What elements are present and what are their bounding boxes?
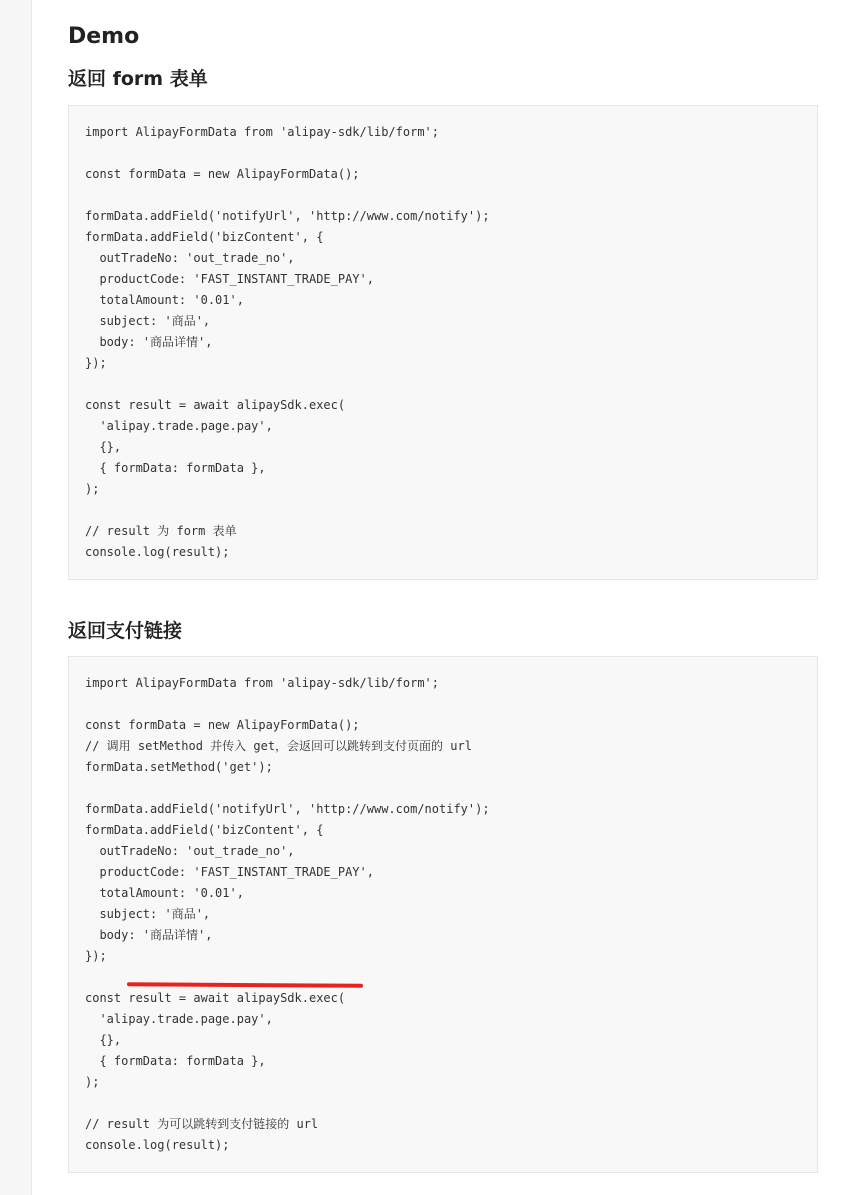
code-block-form	[68, 105, 818, 580]
code-line: const formData = new AlipayFormData();	[85, 167, 360, 181]
code-line: formData.addField('notifyUrl', 'http://www.com/notify');	[85, 802, 490, 816]
code-line: outTradeNo: 'out_trade_no',	[85, 844, 295, 858]
code-line	[85, 143, 801, 164]
code-line: );	[85, 482, 100, 496]
code-line: formData.setMethod('get');	[85, 760, 273, 774]
code-line: });	[85, 949, 107, 963]
code-line: import AlipayFormData from 'alipay-sdk/lib/form';	[85, 676, 440, 690]
code-line: console.log(result);	[85, 545, 230, 559]
code-line: productCode: 'FAST_INSTANT_TRADE_PAY',	[85, 272, 374, 286]
code-line: const result = await alipaySdk.exec(	[85, 991, 346, 1005]
code-line: {},	[85, 440, 122, 454]
code-line: outTradeNo: 'out_trade_no',	[85, 251, 295, 265]
code-line: {},	[85, 1033, 122, 1047]
code-line: formData.addField('bizContent', {	[85, 230, 324, 244]
code-line: subject: '商品',	[85, 314, 211, 328]
code-line: totalAmount: '0.01',	[85, 886, 244, 900]
page-title: Demo	[68, 24, 140, 49]
left-sidebar-rail	[0, 0, 32, 1195]
section-heading-payment-link: 返回支付链接	[68, 620, 183, 642]
code-line: // result 为 form 表单	[85, 524, 237, 538]
code-line	[85, 967, 801, 988]
code-line: // 调用 setMethod 并传入 get，会返回可以跳转到支付页面的 url	[85, 739, 472, 753]
code-line	[85, 500, 801, 521]
code-line: });	[85, 356, 107, 370]
code-line: );	[85, 1075, 100, 1089]
code-line: { formData: formData },	[85, 1054, 266, 1068]
code-line	[85, 694, 801, 715]
code-line: body: '商品详情',	[85, 928, 213, 942]
code-line: import AlipayFormData from 'alipay-sdk/lib/form';	[85, 125, 440, 139]
code-line: 'alipay.trade.page.pay',	[85, 419, 273, 433]
code-line: console.log(result);	[85, 1138, 230, 1152]
code-line: const result = await alipaySdk.exec(	[85, 398, 346, 412]
red-underline-annotation	[127, 982, 363, 988]
code-block-payment-link	[68, 656, 818, 1173]
code-line: 'alipay.trade.page.pay',	[85, 1012, 273, 1026]
code-line	[85, 1093, 801, 1114]
section-heading-form: 返回 form 表单	[68, 68, 208, 90]
code-line	[85, 374, 801, 395]
code-line	[85, 185, 801, 206]
code-line: subject: '商品',	[85, 907, 211, 921]
code-line	[85, 778, 801, 799]
code-line: // result 为可以跳转到支付链接的 url	[85, 1117, 319, 1131]
code-line: const formData = new AlipayFormData();	[85, 718, 360, 732]
code-line: totalAmount: '0.01',	[85, 293, 244, 307]
code-line: formData.addField('bizContent', {	[85, 823, 324, 837]
code-line: { formData: formData },	[85, 461, 266, 475]
code-line: body: '商品详情',	[85, 335, 213, 349]
code-line: productCode: 'FAST_INSTANT_TRADE_PAY',	[85, 865, 374, 879]
code-line: formData.addField('notifyUrl', 'http://www.com/notify');	[85, 209, 490, 223]
